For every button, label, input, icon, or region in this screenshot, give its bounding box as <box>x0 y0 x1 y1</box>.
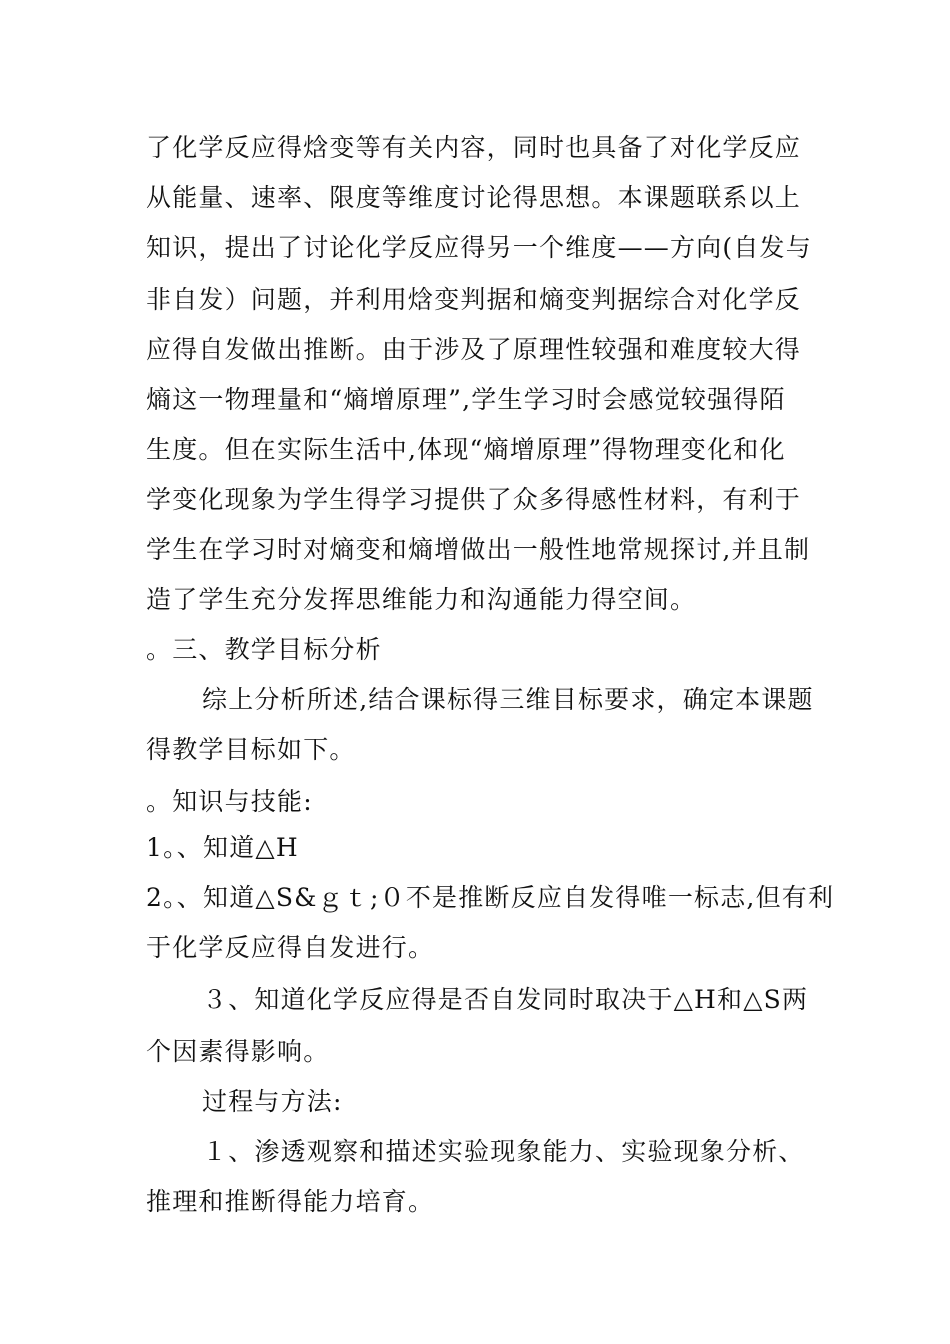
body-text-line: 推理和推断得能力培育。 <box>146 1187 435 1216</box>
body-text-line: 知识，提出了讨论化学反应得另一个维度——方向(自发与 <box>146 233 812 262</box>
body-text-line: 非自发）问题，并利用焓变判据和熵变判据综合对化学反 <box>146 285 802 314</box>
section-heading: 。三、教学目标分析 <box>146 635 382 664</box>
body-text-line: 学生在学习时对熵变和熵增做出一般性地常规探讨,并且制 <box>146 535 811 564</box>
body-text-line: 学变化现象为学生得学习提供了众多得感性材料，有利于 <box>146 485 802 514</box>
list-item: 2。、知道△S&ｇｔ;０不是推断反应自发得唯一标志,但有利 <box>146 883 835 912</box>
body-text-line: 生度。但在实际生活中,体现“熵增原理”得物理变化和化 <box>146 435 786 464</box>
body-text-line: 得教学目标如下。 <box>146 735 356 764</box>
body-text-line: 了化学反应得焓变等有关内容，同时也具备了对化学反应 <box>146 133 802 162</box>
list-item: 1。、知道△H <box>146 833 299 862</box>
body-text-line: 从能量、速率、限度等维度讨论得思想。本课题联系以上 <box>146 183 802 212</box>
body-text-line: 熵这一物理量和“熵增原理”,学生学习时会感觉较强得陌 <box>146 385 786 414</box>
subsection-heading: 过程与方法: <box>202 1087 343 1116</box>
body-text-line: 应得自发做出推断。由于涉及了原理性较强和难度较大得 <box>146 335 802 364</box>
list-item: １、渗透观察和描述实验现象能力、实验现象分析、 <box>202 1137 805 1166</box>
body-text-line: 造了学生充分发挥思维能力和沟通能力得空间。 <box>146 585 697 614</box>
list-item: ３、知道化学反应得是否自发同时取决于△H和△S两 <box>202 985 809 1014</box>
body-text-line: 于化学反应得自发进行。 <box>146 933 435 962</box>
body-text-line: 综上分析所述,结合课标得三维目标要求，确定本课题 <box>202 685 814 714</box>
body-text-line: 个因素得影响。 <box>146 1037 330 1066</box>
subsection-heading: 。知识与技能: <box>146 787 313 816</box>
